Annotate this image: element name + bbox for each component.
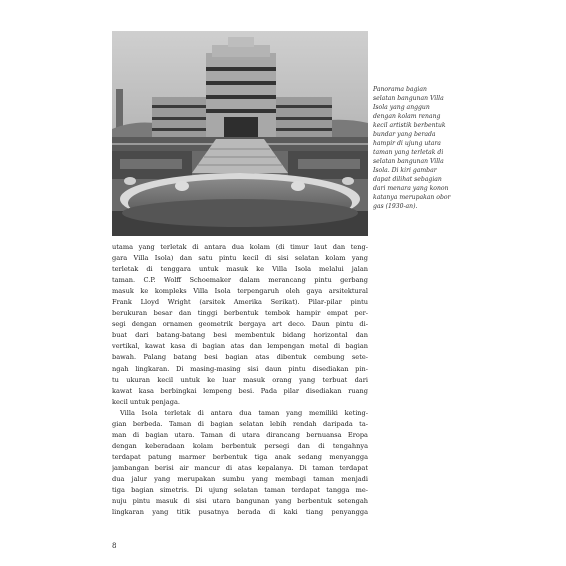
body-line: lingkaran yang titik pusatnya berada di kaki tiang penyangga: [112, 508, 368, 517]
caption-line: Isola. Di kiri gambar: [373, 167, 437, 174]
villa-isola-photo: [112, 31, 368, 236]
body-line: gara Villa Isola) dan satu pintu kecil di sisi selatan kolam yang: [112, 254, 368, 263]
body-line: taman. C.P. Wolff Schoemaker dalam merancang pintu gerbang: [112, 276, 368, 285]
caption-line: katanya merupakan obor: [373, 194, 451, 201]
caption-line: selatan bangunan Villa: [373, 158, 444, 165]
caption-line: dari menara yang konon: [373, 185, 449, 192]
body-line: ngah lingkaran. Di masing-masing sisi daun pintu disediakan pin-: [112, 364, 368, 373]
caption-line: gas (1930-an).: [373, 203, 418, 210]
body-line: man di bagian utara. Taman di utara dirancang bernuansa Eropa: [112, 430, 368, 439]
body-line: masuk ke kompleks Villa Isola terpengaruh oleh gaya arsitektural: [112, 287, 368, 296]
caption-line: taman yang terletak di: [373, 149, 444, 156]
caption-line: dapat dilihat sebagian: [373, 176, 442, 183]
body-line: berukuran besar dan tinggi berbentuk tembok hampir empat per-: [112, 309, 368, 318]
caption-line: selatan bangunan Villa: [373, 95, 444, 102]
page-number: 8: [112, 542, 117, 550]
caption-line: hampir di ujung utara: [373, 140, 441, 147]
body-line: utama yang terletak di antara dua kolam (di timur laut dan teng-: [112, 243, 368, 251]
body-line: terletak di tenggara untuk masuk ke Villa Isola melalui jalan: [112, 265, 368, 274]
body-text: [112, 242, 368, 518]
body-line: kawat kasa berbingkai lempeng besi. Pada pilar disediakan ruang: [112, 386, 368, 395]
body-line: gian berbeda. Taman di bagian selatan lebih rendah daripada ta-: [112, 419, 368, 428]
body-line: tiga bagian simetris. Di ujung selatan taman terdapat tangga me-: [112, 486, 368, 495]
body-line: terdapat patung marmer berbentuk tiga anak sedang menyangga: [112, 452, 368, 461]
caption-line: kecil artistik berbentuk: [373, 122, 446, 129]
body-line: tu ukuran kecil untuk ke luar masuk orang yang terbuat dari: [112, 375, 368, 384]
body-line: segi dengan ornamen geometrik bergaya art deco. Daun pintu di-: [112, 320, 368, 329]
caption-line: bundar yang berada: [373, 131, 436, 138]
caption-line: dengan kolam renang: [373, 113, 441, 120]
caption-line: Isola yang anggun: [373, 104, 430, 111]
body-line: kecil untuk penjaga.: [112, 397, 180, 406]
photo-caption: [373, 85, 465, 211]
body-line: Villa Isola terletak di antara dua taman yang memiliki keting-: [120, 408, 368, 417]
caption-line: Panorama bagian: [373, 86, 427, 93]
photo-illustration: [112, 31, 368, 236]
body-line: dengan keberadaan kolam berbentuk persegi dan di tengahnya: [112, 441, 368, 450]
body-line: bawah. Palang batang besi bagian atas dibentuk cembung sete-: [112, 353, 368, 362]
body-line: buat dari batang-batang besi membentuk bidang horizontal dan: [112, 331, 368, 340]
body-line: jambangan berisi air mancur di atas kepalanya. Di taman terdapat: [112, 463, 368, 472]
body-line: dua jalur yang merupakan sumbu yang membagi taman menjadi: [112, 474, 368, 483]
body-line: nuju pintu masuk di sisi utara bangunan yang berbentuk setengah: [112, 497, 368, 506]
body-line: vertikal, kawat kasa di bagian atas dan lempengan metal di bagian: [112, 342, 368, 351]
body-line: Frank Lloyd Wright (arsitek Amerika Serikat). Pilar-pilar pintu: [112, 298, 368, 307]
